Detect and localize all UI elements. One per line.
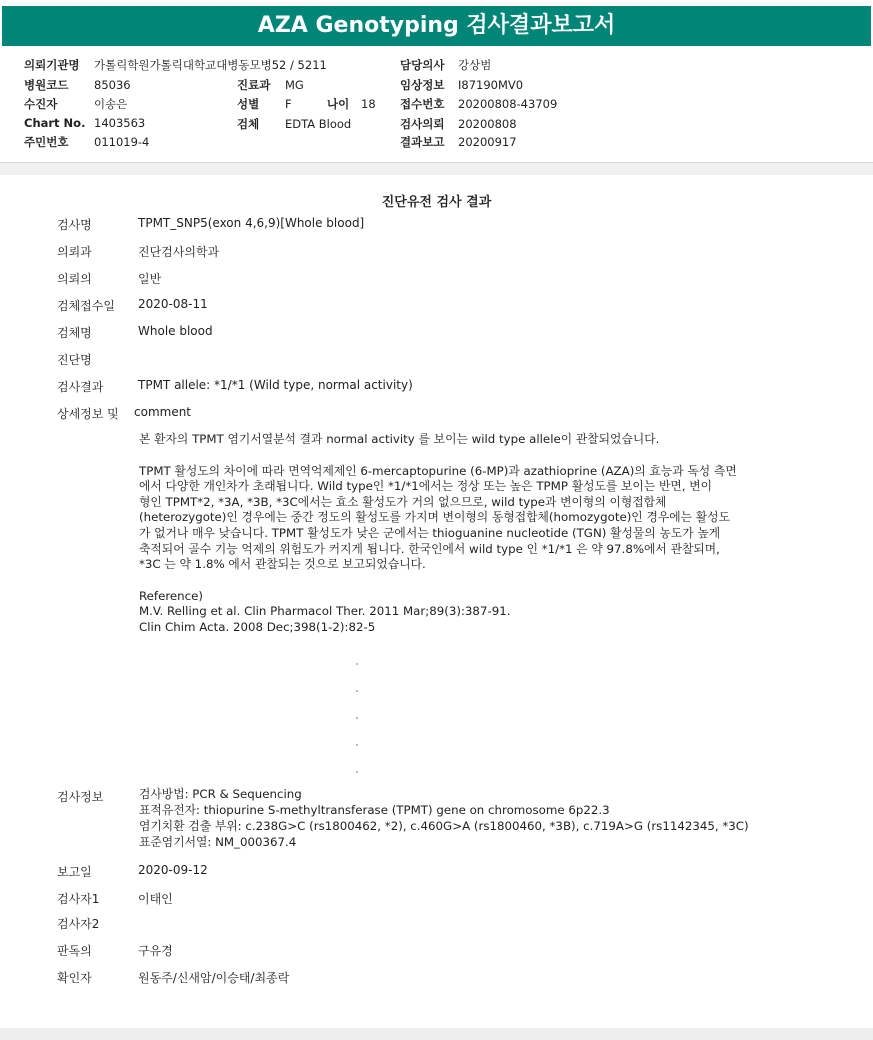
test-info-line: 표준염기서열: NM_000367.4 (139, 835, 297, 849)
comment-references (139, 589, 789, 636)
report-value: 20200917 (458, 135, 517, 149)
sex-value: F (285, 97, 292, 111)
sex-label: 성별 (237, 97, 260, 111)
recipient-value: 이송은 (94, 97, 128, 111)
header-resident-no (24, 134, 149, 150)
test-info-line: 염기치환 검출 부위: c.238G>C (rs1800462, *2), c.460G>A (rs1800460, *3B), c.719A>G (rs1142345, *3C) (139, 819, 749, 833)
header-report (400, 134, 517, 150)
clinical-info-value: I87190MV0 (458, 78, 524, 92)
header-specimen (237, 116, 351, 132)
institution-label: 의뢰기관명 (24, 58, 80, 72)
receipt-no-value: 20200808-43709 (458, 97, 558, 111)
dept-label: 의뢰과 (57, 245, 92, 259)
reference-line: M.V. Relling et al. Clin Pharmacol Ther. 2011 Mar;89(3):387-91. (139, 604, 511, 619)
tester1-label: 검사자1 (57, 892, 100, 906)
result-section-title: 진단유전 검사 결과 (381, 195, 492, 210)
header-institution (24, 57, 327, 73)
specimen-label: 검체 (237, 117, 260, 131)
resident-no-value: 011019-4 (94, 135, 150, 149)
spacer-dot (356, 771, 358, 773)
reader-label: 판독의 (57, 944, 92, 958)
recipient-label: 수진자 (24, 97, 58, 111)
age-label: 나이 (327, 97, 350, 111)
physician-value: 일반 (138, 272, 162, 286)
result-value: TPMT allele: *1/*1 (Wild type, normal activity) (138, 378, 413, 392)
department-label: 진료과 (237, 78, 271, 92)
spacer-dot (356, 690, 358, 692)
header-hospital-code (24, 77, 131, 93)
confirmer-value: 원동주/신새암/이승태/최종락 (138, 971, 290, 985)
comment-line: 가 없거나 매우 낮습니다. TPMT 활성도가 낮은 군에서는 thioguanine nucleotide (TGN) 활성물의 농도가 높게 (139, 525, 721, 540)
receipt-date-label: 검체접수일 (57, 299, 115, 313)
test-info-lines (139, 786, 749, 850)
tester1-value: 이태인 (138, 892, 173, 906)
spacer-dot (356, 663, 358, 665)
reference-line: Clin Chim Acta. 2008 Dec;398(1-2):82-5 (139, 619, 376, 634)
reader-value: 구유경 (138, 944, 173, 958)
tester2-label: 검사자2 (57, 917, 100, 931)
comment-line: 축적되어 골수 기능 억제의 위험도가 커지게 됩니다. 한국인에서 wild type 인 *1/*1 은 약 97.8%에서 관찰되며, (139, 541, 720, 556)
dept-value: 진단검사의학과 (138, 245, 220, 259)
age-value: 18 (361, 97, 376, 111)
comment-line: 형인 TPMT*2, *3A, *3B, *3C에서는 효소 활성도가 거의 없으므로, wild type과 변이형의 이형접합체 (139, 494, 667, 509)
test-info-label: 검사정보 (57, 790, 104, 804)
detail-value: comment (134, 405, 192, 419)
comment-summary: 본 환자의 TPMT 염기서열분석 결과 normal activity 를 보이는 wild type allele이 관찰되었습니다. (139, 432, 660, 446)
diagnosis-label: 진단명 (57, 353, 92, 367)
header-department (237, 77, 304, 93)
header-sex (237, 96, 292, 112)
confirmer-label: 확인자 (57, 971, 92, 985)
result-label: 검사결과 (57, 380, 104, 394)
specimen-name-label: 검체명 (57, 326, 92, 340)
spacer-dot (356, 744, 358, 746)
header-chart-no (24, 116, 145, 130)
doctor-value: 강상범 (458, 58, 492, 72)
resident-no-label: 주민번호 (24, 135, 69, 149)
comment-detail (139, 464, 789, 573)
test-name-label: 검사명 (57, 218, 92, 232)
department-value: MG (285, 78, 304, 92)
receipt-date-value: 2020-08-11 (138, 297, 208, 311)
header-request (400, 116, 517, 132)
chart-no-label: Chart No. (24, 116, 86, 130)
receipt-no-label: 접수번호 (400, 97, 445, 111)
section-separator (0, 163, 873, 175)
header-age (327, 96, 376, 112)
test-info-line: 검사방법: PCR & Sequencing (139, 787, 302, 801)
comment-line: TPMT 활성도의 차이에 따라 면역억제제인 6-mercaptopurine (6-MP)과 azathioprine (AZA)의 효능과 독성 측면 (139, 463, 737, 478)
test-name-value: TPMT_SNP5(exon 4,6,9)[Whole blood] (138, 216, 365, 230)
comment-line: *3C 는 약 1.8% 에서 관찰되는 것으로 보고되었습니다. (139, 557, 426, 572)
header-receipt-no (400, 96, 557, 112)
bottom-bar (0, 1028, 873, 1040)
hospital-code-label: 병원코드 (24, 78, 69, 92)
doctor-label: 담당의사 (400, 58, 445, 72)
report-title: AZA Genotyping 검사결과보고서 (2, 6, 871, 46)
institution-value: 가톨릭학원가톨릭대학교대병동모병52 / 5211 (94, 58, 327, 72)
reference-line: Reference) (139, 588, 204, 603)
hospital-code-value: 85036 (94, 78, 131, 92)
physician-label: 의뢰의 (57, 272, 92, 286)
report-label: 결과보고 (400, 135, 445, 149)
spacer-dot (356, 717, 358, 719)
comment-line: (heterozygote)인 경우에는 중간 정도의 활성도를 가지며 변이형의 동형접합체(homozygote)인 경우에는 활성도 (139, 510, 730, 525)
header-clinical-info (400, 77, 523, 93)
report-date-value: 2020-09-12 (138, 863, 208, 877)
request-value: 20200808 (458, 117, 517, 131)
test-info-line: 표적유전자: thiopurine S-methyltransferase (TPMT) gene on chromosome 6p22.3 (139, 803, 610, 817)
specimen-name-value: Whole blood (138, 324, 213, 338)
specimen-value: EDTA Blood (285, 117, 352, 131)
header-recipient (24, 96, 127, 112)
comment-line: 에서 다양한 개인차가 초래됩니다. Wild type인 *1/*1에서는 정상 또는 높은 TPMP 활성도를 보이는 반면, 변이 (139, 479, 713, 494)
clinical-info-label: 임상정보 (400, 78, 445, 92)
detail-label: 상세정보 및 (57, 407, 119, 421)
chart-no-value: 1403563 (94, 116, 146, 130)
comment-body (139, 432, 789, 652)
header-doctor (400, 57, 491, 73)
report-date-label: 보고일 (57, 865, 92, 879)
request-label: 검사의뢰 (400, 117, 445, 131)
